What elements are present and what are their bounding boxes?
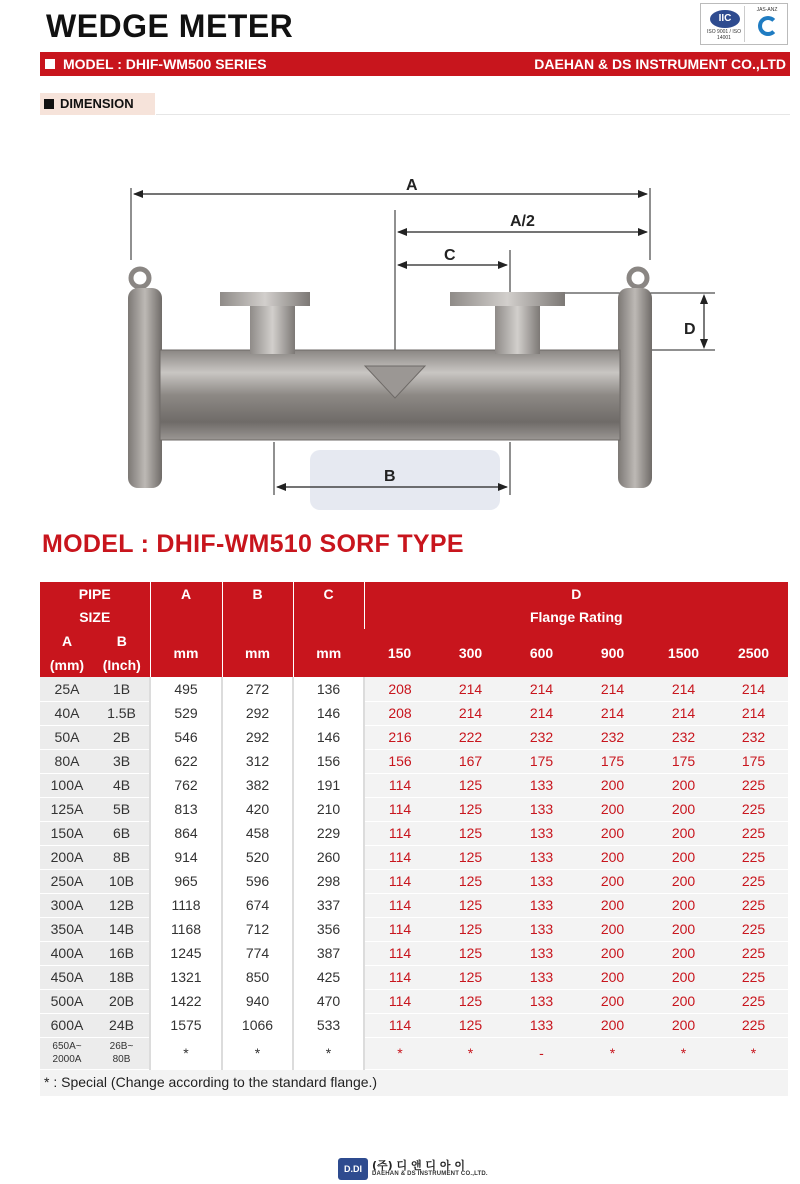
- table-cell: 232: [648, 725, 719, 749]
- table-cell: 622: [150, 749, 222, 773]
- table-row: [40, 677, 788, 701]
- table-cell: 350A: [40, 917, 94, 941]
- header-unit-b: mm: [222, 629, 293, 677]
- table-cell: 292: [222, 701, 293, 725]
- table-cell: 125: [435, 869, 506, 893]
- table-cell: 133: [506, 989, 577, 1013]
- table-cell: 1245: [150, 941, 222, 965]
- table-cell: 1321: [150, 965, 222, 989]
- table-cell: 533: [293, 1013, 364, 1037]
- header-col-a: A: [150, 582, 222, 605]
- table-cell: 200: [577, 845, 648, 869]
- dimension-section-header: [40, 93, 155, 115]
- table-cell: *: [435, 1037, 506, 1069]
- table-row: [40, 917, 788, 941]
- table-cell: 200: [577, 941, 648, 965]
- table-cell: 1B: [94, 677, 150, 701]
- table-cell: 813: [150, 797, 222, 821]
- table-row: [40, 749, 788, 773]
- header-pipe-b: B (Inch): [94, 629, 150, 677]
- label-b: B: [384, 468, 396, 485]
- table-cell: 864: [150, 821, 222, 845]
- footnote: * : Special (Change according to the standard flange.): [40, 1070, 788, 1096]
- table-cell: 133: [506, 869, 577, 893]
- table-cell: 175: [648, 749, 719, 773]
- watermark-logo: [310, 450, 500, 510]
- table-cell: 674: [222, 893, 293, 917]
- table-cell: 214: [577, 677, 648, 701]
- label-c: C: [444, 247, 456, 264]
- table-cell: 200: [577, 893, 648, 917]
- table-row-special: [40, 1037, 788, 1069]
- table-cell: 114: [364, 917, 435, 941]
- table-cell: 175: [719, 749, 788, 773]
- table-cell: 470: [293, 989, 364, 1013]
- table-cell: 114: [364, 965, 435, 989]
- table-cell: 114: [364, 941, 435, 965]
- table-row: [40, 773, 788, 797]
- table-cell: 1.5B: [94, 701, 150, 725]
- table-cell: *: [364, 1037, 435, 1069]
- header-rating-600: 600: [506, 629, 577, 677]
- table-row: [40, 869, 788, 893]
- table-cell: 114: [364, 1013, 435, 1037]
- table-cell: 114: [364, 845, 435, 869]
- table-cell: 6B: [94, 821, 150, 845]
- table-cell: 8B: [94, 845, 150, 869]
- company-name: DAEHAN & DS INSTRUMENT CO.,LTD: [534, 56, 786, 72]
- header-flange-rating: Flange Rating: [364, 605, 788, 629]
- table-cell: 382: [222, 773, 293, 797]
- header-col-b: B: [222, 582, 293, 605]
- table-cell: 232: [577, 725, 648, 749]
- header-rating-300: 300: [435, 629, 506, 677]
- table-cell: 712: [222, 917, 293, 941]
- company-logo-icon: D.DI: [338, 1158, 368, 1180]
- table-cell: 125A: [40, 797, 94, 821]
- table-cell: 225: [719, 821, 788, 845]
- table-cell: 850: [222, 965, 293, 989]
- table-cell: 1575: [150, 1013, 222, 1037]
- table-cell: 125: [435, 941, 506, 965]
- table-cell: 529: [150, 701, 222, 725]
- table-cell: 200: [648, 869, 719, 893]
- table-cell: 18B: [94, 965, 150, 989]
- model-series-label: MODEL : DHIF-WM500 SERIES: [63, 56, 267, 72]
- table-cell: 12B: [94, 893, 150, 917]
- table-cell: 650A~ 2000A: [40, 1037, 94, 1069]
- table-cell: 114: [364, 773, 435, 797]
- table-cell: 133: [506, 893, 577, 917]
- table-cell: 80A: [40, 749, 94, 773]
- table-cell: 167: [435, 749, 506, 773]
- table-cell: 208: [364, 677, 435, 701]
- table-cell: 450A: [40, 965, 94, 989]
- table-cell: 200: [577, 797, 648, 821]
- table-cell: 125: [435, 965, 506, 989]
- table-cell: 425: [293, 965, 364, 989]
- table-cell: 200: [648, 1013, 719, 1037]
- dimension-label: DIMENSION: [60, 96, 134, 111]
- table-cell: 133: [506, 941, 577, 965]
- table-row: [40, 893, 788, 917]
- table-cell: 458: [222, 821, 293, 845]
- table-cell: 914: [150, 845, 222, 869]
- table-cell: 214: [648, 701, 719, 725]
- table-cell: 136: [293, 677, 364, 701]
- table-cell: 600A: [40, 1013, 94, 1037]
- square-bullet-icon: [45, 59, 55, 69]
- table-cell: 114: [364, 869, 435, 893]
- table-cell: 214: [435, 677, 506, 701]
- table-cell: 5B: [94, 797, 150, 821]
- table-cell: 200: [577, 773, 648, 797]
- header-rating-900: 900: [577, 629, 648, 677]
- table-cell: 774: [222, 941, 293, 965]
- table-row: [40, 725, 788, 749]
- header-col-c: C: [293, 582, 364, 605]
- table-row: [40, 1013, 788, 1037]
- company-korean-name: (주) 디 앤 디 아 이: [372, 1159, 465, 1172]
- iso-certification-logo: [703, 6, 745, 42]
- table-cell: 133: [506, 845, 577, 869]
- table-cell: 1066: [222, 1013, 293, 1037]
- model-series-bar: [40, 52, 790, 76]
- table-cell: 210: [293, 797, 364, 821]
- table-cell: 3B: [94, 749, 150, 773]
- table-cell: *: [222, 1037, 293, 1069]
- table-cell: 146: [293, 701, 364, 725]
- table-cell: 229: [293, 821, 364, 845]
- table-cell: *: [648, 1037, 719, 1069]
- table-cell: 312: [222, 749, 293, 773]
- table-cell: 298: [293, 869, 364, 893]
- table-cell: 222: [435, 725, 506, 749]
- table-cell: 133: [506, 965, 577, 989]
- table-cell: 125: [435, 917, 506, 941]
- table-cell: 214: [648, 677, 719, 701]
- table-cell: 208: [364, 701, 435, 725]
- table-cell: 24B: [94, 1013, 150, 1037]
- label-a-half: A/2: [510, 213, 535, 230]
- table-cell: 596: [222, 869, 293, 893]
- table-cell: 175: [506, 749, 577, 773]
- table-cell: 300A: [40, 893, 94, 917]
- table-cell: 125: [435, 845, 506, 869]
- header-pipe-a: A (mm): [40, 629, 94, 677]
- table-cell: 225: [719, 893, 788, 917]
- header-rating-2500: 2500: [719, 629, 788, 677]
- table-cell: 225: [719, 941, 788, 965]
- table-cell: 200: [577, 1013, 648, 1037]
- table-cell: 114: [364, 989, 435, 1013]
- table-cell: 125: [435, 989, 506, 1013]
- table-cell: 214: [435, 701, 506, 725]
- table-cell: 292: [222, 725, 293, 749]
- header-size: SIZE: [40, 605, 150, 629]
- table-cell: 420: [222, 797, 293, 821]
- table-cell: 133: [506, 917, 577, 941]
- table-cell: 200: [648, 893, 719, 917]
- table-cell: 225: [719, 869, 788, 893]
- table-cell: 214: [506, 677, 577, 701]
- table-cell: 232: [506, 725, 577, 749]
- table-cell: 225: [719, 797, 788, 821]
- table-cell: 175: [577, 749, 648, 773]
- table-cell: 225: [719, 965, 788, 989]
- iic-logo-icon: IIC: [710, 10, 740, 28]
- table-cell: 225: [719, 845, 788, 869]
- table-cell: 200: [577, 821, 648, 845]
- table-cell: 125: [435, 893, 506, 917]
- table-cell: 200: [648, 797, 719, 821]
- table-cell: 272: [222, 677, 293, 701]
- square-bullet-icon: [44, 99, 54, 109]
- table-cell: 200: [577, 989, 648, 1013]
- table-cell: 214: [506, 701, 577, 725]
- jas-anz-text: JAS-ANZ: [756, 7, 778, 13]
- table-cell: 200: [577, 965, 648, 989]
- table-cell: 400A: [40, 941, 94, 965]
- table-cell: 100A: [40, 773, 94, 797]
- table-cell: 232: [719, 725, 788, 749]
- jas-anz-mark-icon: [758, 16, 778, 36]
- table-cell: 200: [648, 917, 719, 941]
- table-cell: 10B: [94, 869, 150, 893]
- table-cell: 200A: [40, 845, 94, 869]
- table-row: [40, 821, 788, 845]
- table-cell: 156: [364, 749, 435, 773]
- table-cell: 2B: [94, 725, 150, 749]
- header-rating-150: 150: [364, 629, 435, 677]
- table-cell: 125: [435, 797, 506, 821]
- table-cell: 200: [577, 917, 648, 941]
- table-cell: 4B: [94, 773, 150, 797]
- table-cell: 520: [222, 845, 293, 869]
- page-title: WEDGE METER: [46, 8, 294, 44]
- table-cell: 40A: [40, 701, 94, 725]
- table-row: [40, 965, 788, 989]
- table-cell: 387: [293, 941, 364, 965]
- table-cell: 214: [719, 701, 788, 725]
- table-cell: 495: [150, 677, 222, 701]
- table-cell: 200: [648, 941, 719, 965]
- model-title: MODEL : DHIF-WM510 SORF TYPE: [42, 530, 464, 558]
- table-body: [40, 677, 788, 1069]
- wedge-meter-drawing: [100, 170, 740, 510]
- table-cell: 25A: [40, 677, 94, 701]
- table-cell: *: [293, 1037, 364, 1069]
- table-cell: *: [719, 1037, 788, 1069]
- table-cell: 133: [506, 821, 577, 845]
- label-a: A: [406, 177, 418, 194]
- table-cell: 133: [506, 773, 577, 797]
- table-cell: 200: [648, 965, 719, 989]
- table-cell: 114: [364, 797, 435, 821]
- header-col-d: D: [364, 582, 788, 605]
- table-cell: 260: [293, 845, 364, 869]
- footer-company-logo: [338, 1158, 488, 1180]
- table-cell: 214: [577, 701, 648, 725]
- table-row: [40, 845, 788, 869]
- table-cell: 50A: [40, 725, 94, 749]
- table-cell: 114: [364, 893, 435, 917]
- table-cell: 125: [435, 1013, 506, 1037]
- table-cell: 214: [719, 677, 788, 701]
- header-pipe: PIPE: [40, 582, 150, 605]
- table-cell: 762: [150, 773, 222, 797]
- table-cell: 14B: [94, 917, 150, 941]
- table-row: [40, 701, 788, 725]
- table-cell: 200: [577, 869, 648, 893]
- table-cell: 191: [293, 773, 364, 797]
- table-cell: 150A: [40, 821, 94, 845]
- table-cell: *: [577, 1037, 648, 1069]
- table-cell: 940: [222, 989, 293, 1013]
- table-cell: 156: [293, 749, 364, 773]
- header-rating-1500: 1500: [648, 629, 719, 677]
- divider: [156, 114, 790, 115]
- table-cell: 114: [364, 821, 435, 845]
- table-cell: -: [506, 1037, 577, 1069]
- label-d: D: [684, 321, 696, 338]
- header-unit-a: mm: [150, 629, 222, 677]
- table-cell: 200: [648, 845, 719, 869]
- table-cell: 250A: [40, 869, 94, 893]
- table-cell: 133: [506, 1013, 577, 1037]
- table-cell: 16B: [94, 941, 150, 965]
- table-cell: 200: [648, 821, 719, 845]
- table-cell: 20B: [94, 989, 150, 1013]
- table-cell: 133: [506, 797, 577, 821]
- table-cell: 356: [293, 917, 364, 941]
- company-english-name: DAEHAN & DS INSTRUMENT CO.,LTD.: [372, 1171, 488, 1177]
- table-cell: 26B~ 80B: [94, 1037, 150, 1069]
- table-cell: *: [150, 1037, 222, 1069]
- table-cell: 146: [293, 725, 364, 749]
- table-cell: 337: [293, 893, 364, 917]
- table-cell: 125: [435, 773, 506, 797]
- table-cell: 225: [719, 1013, 788, 1037]
- dimension-table: [40, 582, 788, 1070]
- table-row: [40, 941, 788, 965]
- table-row: [40, 797, 788, 821]
- table-cell: 965: [150, 869, 222, 893]
- table-cell: 1422: [150, 989, 222, 1013]
- table-cell: 225: [719, 773, 788, 797]
- jas-anz-logo: [747, 6, 789, 42]
- table-cell: 546: [150, 725, 222, 749]
- certification-logos: [700, 3, 788, 45]
- table-cell: 1118: [150, 893, 222, 917]
- table-row: [40, 989, 788, 1013]
- table-cell: 500A: [40, 989, 94, 1013]
- iso-text: ISO 9001 / ISO 14001: [707, 29, 741, 41]
- table-cell: 200: [648, 773, 719, 797]
- header-unit-c: mm: [293, 629, 364, 677]
- table-cell: 225: [719, 989, 788, 1013]
- table-cell: 200: [648, 989, 719, 1013]
- table-cell: 216: [364, 725, 435, 749]
- table-cell: 225: [719, 917, 788, 941]
- table-cell: 125: [435, 821, 506, 845]
- table-cell: 1168: [150, 917, 222, 941]
